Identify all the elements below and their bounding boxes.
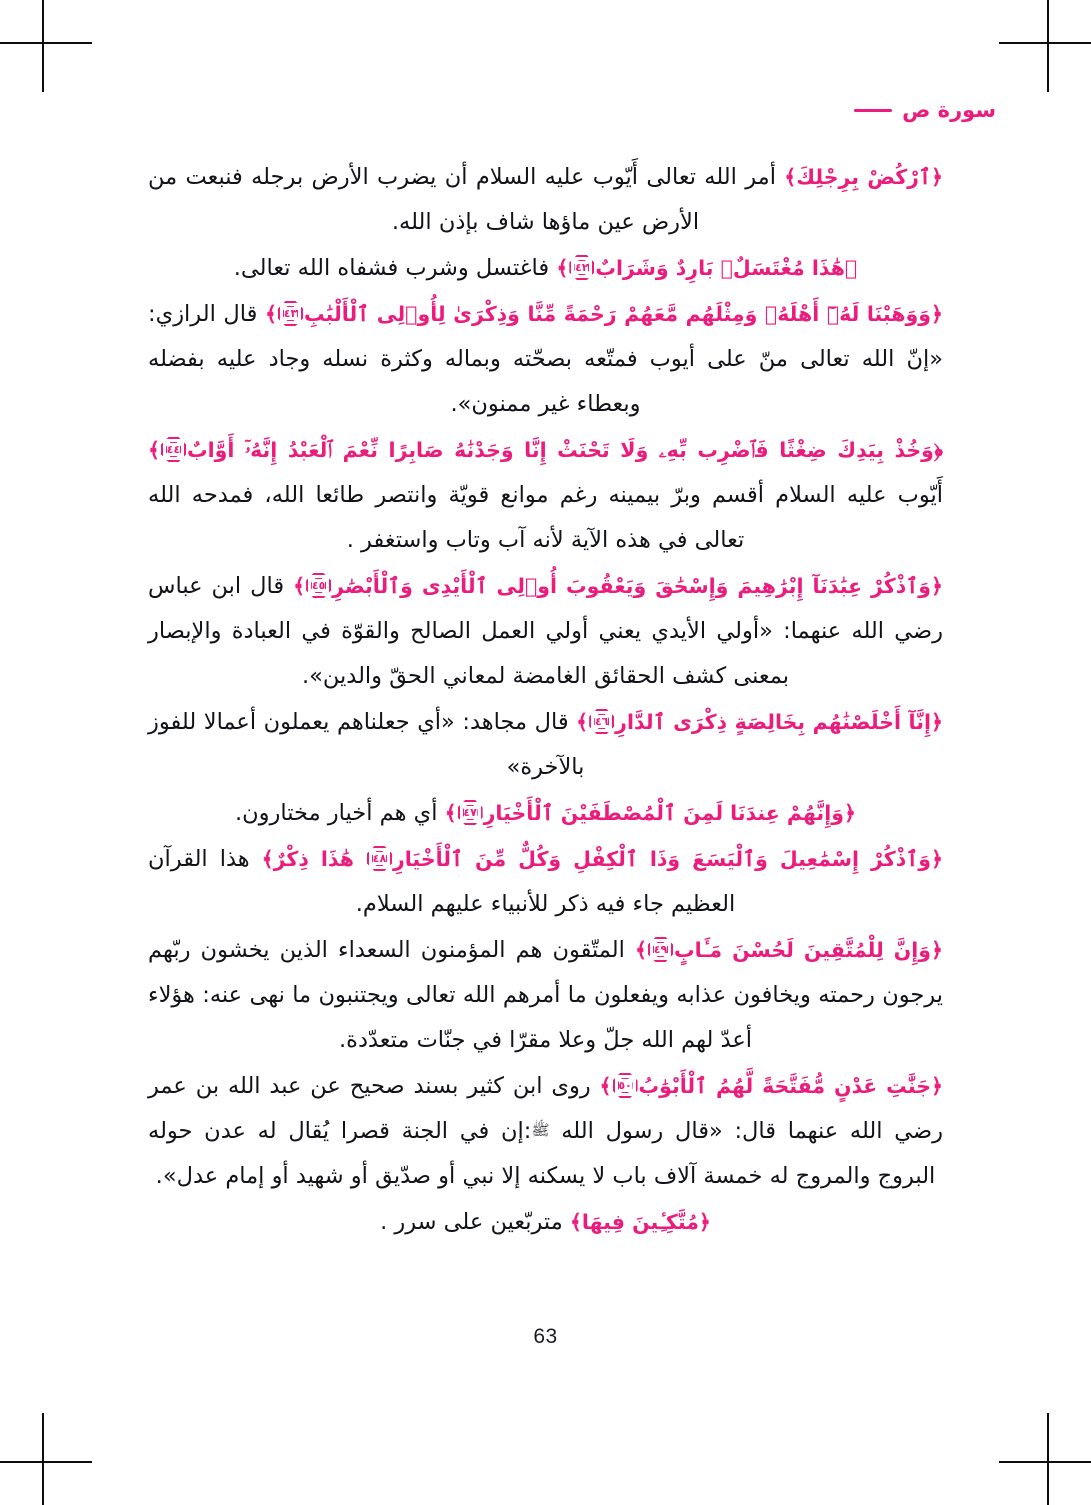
verse-number-label: ٤٥ bbox=[311, 579, 326, 592]
commentary-text: :إن في الجنة قصرا يُقال له عدن حوله البروج والمروج له خمسة آلاف باب لا يسكنه إلا نبي أو صدّيق أو شهيد أو إمام عدل». bbox=[148, 1118, 936, 1189]
verse-number-rosette-icon bbox=[589, 709, 614, 734]
crop-mark-top-left-vertical bbox=[42, 0, 44, 92]
verse-number-rosette-icon bbox=[161, 437, 186, 462]
verse-number-label: ٤٤ bbox=[166, 443, 181, 456]
commentary-text: قال الرازي: «إنّ الله تعالى منّ على أيوب فمتّعه بصحّته وبماله وكثرة نسله وجاد عليه بفضله وبعطاء غير ممنون». bbox=[148, 301, 943, 417]
commentary-text: أَيّوب عليه السلام أقسم وبرّ بيمينه رغم موانع قويّة وانتصر طائعا الله، فمدحه الله تعالى في هذه الآية لأنه آب وتاب واستغفر . bbox=[148, 482, 943, 553]
quran-verse-quote: ﴿وَإِنَّ لِلْمُتَّقِينَ لَحُسْنَ مَـَٔابٍ bbox=[674, 938, 943, 962]
quran-verse-quote: ﴿إِنَّآ أَخْلَصْنَٰهُم بِخَالِصَةٍ ذِكْرَى ٱلدَّارِ bbox=[615, 710, 943, 734]
crop-mark-top-right-horizontal bbox=[999, 42, 1091, 44]
verse-number-label: ٤٩ bbox=[653, 943, 668, 956]
quran-verse-quote-tail: ﴾ bbox=[293, 574, 306, 598]
commentary-text: المتّقون هم المؤمنون السعداء الذين يخشون ربّهم يرجون رحمته ويخافون عذابه ويفعلون ما أمرهم الله تعالى ويجتنبون ما نهى عنه: هؤلاء أعدّ لهم الله جلّ وعلا مقرّا في جنّات متعدّدة. bbox=[148, 937, 943, 1053]
crop-mark-bottom-right-vertical bbox=[1047, 1413, 1049, 1505]
commentary-text: هذا القرآن العظيم جاء فيه ذكر للأنبياء عليهم السلام. bbox=[148, 846, 736, 917]
verse-number-rosette-icon bbox=[458, 800, 483, 825]
text-paragraph bbox=[148, 1200, 943, 1245]
quran-verse-quote: ﴿جَنَّٰتِ عَدْنٍ مُّفَتَّحَةً لَّهُمُ ٱلْأَبْوَٰبُ bbox=[638, 1074, 943, 1098]
text-paragraph bbox=[148, 155, 943, 245]
verse-number-label: ٤٧ bbox=[463, 806, 477, 819]
verse-number-rosette-icon bbox=[306, 573, 331, 598]
text-paragraph bbox=[148, 928, 943, 1063]
commentary-text: روى ابن كثير بسند صحيح عن عبد الله بن عمر رضي الله عنهما قال: «قال رسول الله bbox=[148, 1073, 943, 1144]
text-paragraph bbox=[148, 564, 943, 699]
quran-verse-quote: ﴿وَخُذْ بِيَدِكَ ضِغْثًا فَٱضْرِب بِّهِۦ وَلَا تَحْنَثْ إِنَّا وَجَدْنَٰهُ صَابِرًا نِّعْمَ ٱلْعَبْدُ إِنَّهُۥٓ أَوَّابٌ bbox=[187, 438, 943, 462]
crop-mark-bottom-right-horizontal bbox=[999, 1461, 1091, 1463]
commentary-text: فاغتسل وشرب فشفاه الله تعالى. bbox=[233, 255, 557, 281]
verse-number-rosette-icon bbox=[367, 846, 392, 871]
running-head-title: سورة ص bbox=[902, 98, 996, 122]
running-head bbox=[854, 100, 996, 121]
quran-verse-quote: ﴿وَٱذْكُرْ إِسْمَٰعِيلَ وَٱلْيَسَعَ وَذَا ٱلْكِفْلِ وَكُلٌّ مِّنَ ٱلْأَخْيَارِ bbox=[392, 847, 943, 871]
crop-mark-top-left-horizontal bbox=[0, 42, 92, 44]
quran-verse-quote-tail: ﴾ bbox=[148, 438, 161, 462]
quran-verse-quote: ﴿وَإِنَّهُمْ عِندَنَا لَمِنَ ٱلْمُصْطَفَيْنَ ٱلْأَخْيَارِ bbox=[483, 801, 856, 825]
quran-verse-quote: ﴿هَٰذَا مُغْتَسَلٌۢ بَارِدٌ وَشَرَابٌ bbox=[595, 256, 858, 280]
running-head-rule bbox=[854, 109, 892, 112]
verse-number-rosette-icon bbox=[569, 255, 594, 280]
quran-verse-quote: ﴿مُتَّكِـِٔينَ فِيهَا﴾ bbox=[569, 1210, 711, 1234]
commentary-text: قال مجاهد: «أي جعلناهم يعملون أعمالا للفوز بالآخرة» bbox=[148, 709, 585, 780]
quran-verse-quote-tail: ﴾ bbox=[556, 256, 569, 280]
commentary-text: أي هم أخيار مختارون. bbox=[235, 800, 445, 826]
crop-mark-top-right-vertical bbox=[1047, 0, 1049, 92]
verse-number-label: ٤٣ bbox=[283, 307, 298, 320]
quran-verse-quote: ﴿وَوَهَبْنَا لَهُۥٓ أَهْلَهُۥ وَمِثْلَهُم مَّعَهُمْ رَحْمَةً مِّنَّا وَذِكْرَىٰ لِأُو۟لِى ٱلْأَلْبَٰبِ bbox=[303, 302, 943, 326]
quran-verse-quote-tail: ﴾ bbox=[599, 1074, 612, 1098]
commentary-text: أمر الله تعالى أَيّوب عليه السلام أن يضرب الأرض برجله فنبعت من الأرض عين ماؤها شاف بإذن الله. bbox=[148, 164, 785, 235]
text-paragraph bbox=[148, 292, 943, 427]
verse-number-rosette-icon bbox=[613, 1073, 638, 1098]
quran-verse-quote: ﴿ٱرْكُضْ بِرِجْلِكَ﴾ bbox=[784, 165, 943, 189]
text-body bbox=[148, 155, 943, 1246]
text-paragraph bbox=[148, 837, 943, 927]
crop-mark-bottom-left-vertical bbox=[42, 1413, 44, 1505]
quran-verse-quote-tail: ﴾ bbox=[444, 801, 457, 825]
verse-number-rosette-icon bbox=[648, 937, 673, 962]
verse-number-label: ٥٠ bbox=[618, 1079, 632, 1092]
quran-verse-quote-tail: ﴾ bbox=[264, 302, 277, 326]
verse-number-rosette-icon bbox=[278, 301, 303, 326]
text-paragraph bbox=[148, 700, 943, 790]
verse-number-label: ٤٢ bbox=[575, 261, 589, 274]
quran-verse-quote: ﴿وَٱذْكُرْ عِبَٰدَنَآ إِبْرَٰهِيمَ وَإِسْحَٰقَ وَيَعْقُوبَ أُو۟لِى ٱلْأَيْدِى وَٱلْأَبْصَٰرِ bbox=[332, 574, 943, 598]
quran-verse-quote-tail: هَٰذَا ذِكْرٌ﴾ bbox=[261, 847, 366, 871]
text-paragraph bbox=[148, 791, 943, 836]
verse-number-label: ٤٨ bbox=[372, 852, 387, 865]
commentary-text: قال ابن عباس رضي الله عنهما: «أولي الأيدي يعني أولي العمل الصالح والقوّة في العبادة والإبصار بمعنى كشف الحقائق الغامضة لمعاني الحقّ والدين». bbox=[148, 573, 943, 689]
salawat-glyph-icon: ﷺ bbox=[531, 1121, 550, 1139]
quran-verse-quote-tail: ﴾ bbox=[635, 938, 648, 962]
text-paragraph bbox=[148, 246, 943, 291]
text-paragraph bbox=[148, 428, 943, 563]
crop-mark-bottom-left-horizontal bbox=[0, 1461, 92, 1463]
commentary-text: متربّعين على سرر . bbox=[380, 1209, 570, 1235]
verse-number-label: ٤٦ bbox=[594, 715, 609, 728]
page-number: 63 bbox=[533, 1325, 558, 1348]
quran-verse-quote-tail: ﴾ bbox=[576, 710, 589, 734]
text-paragraph bbox=[148, 1064, 943, 1199]
